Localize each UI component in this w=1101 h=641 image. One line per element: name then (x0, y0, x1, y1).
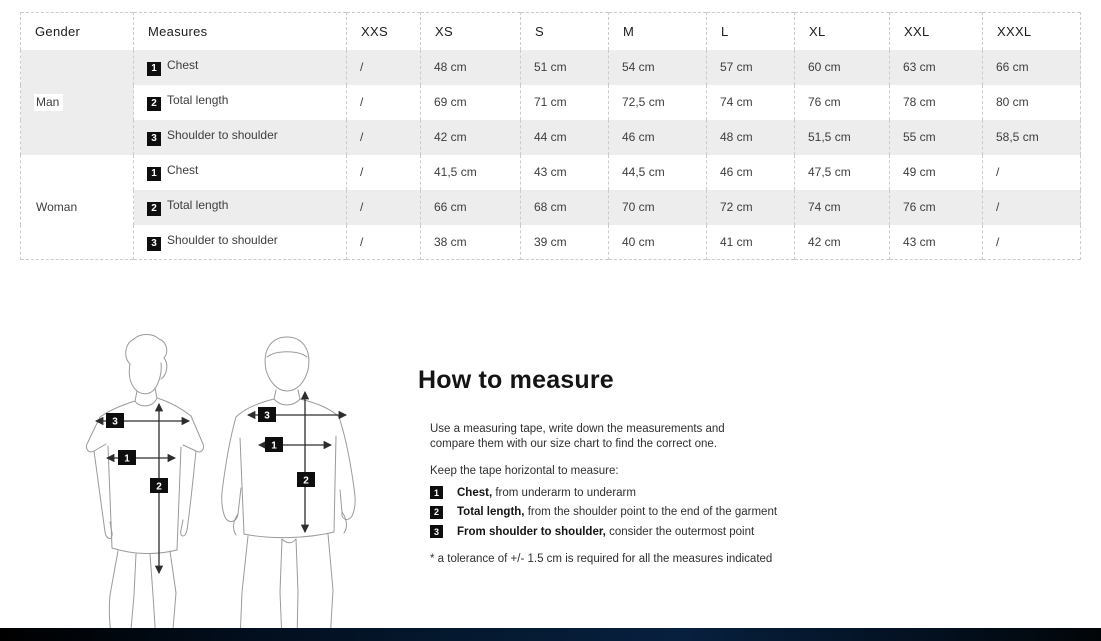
svg-text:1: 1 (271, 440, 277, 452)
bottom-bar (0, 628, 1101, 641)
measurement-figures-illustration (60, 330, 380, 641)
size-value-cell: / (983, 155, 1081, 190)
header-row (21, 13, 1081, 50)
table-row (21, 225, 1081, 260)
size-value-cell: 40 cm (609, 225, 707, 260)
size-value-cell: 66 cm (421, 190, 521, 225)
size-chart-header (21, 13, 1081, 50)
size-value-cell: 41,5 cm (421, 155, 521, 190)
figure-badge-3 (106, 413, 124, 428)
size-value-cell: 44,5 cm (609, 155, 707, 190)
svg-text:2: 2 (303, 475, 309, 487)
size-value-cell: 76 cm (795, 85, 890, 120)
size-value-cell: 71 cm (521, 85, 609, 120)
size-value-cell: 51,5 cm (795, 120, 890, 155)
column-header-gender: Gender (21, 13, 134, 50)
table-row (21, 50, 1081, 85)
size-value-cell: 55 cm (890, 120, 983, 155)
size-value-cell: 44 cm (521, 120, 609, 155)
measure-number-badge: 1 (147, 167, 161, 181)
measure-step-chest (430, 486, 998, 501)
column-header-xl: XL (795, 13, 890, 50)
size-value-cell: / (347, 120, 421, 155)
figure-badge-1 (265, 437, 283, 452)
figure-badge-2 (297, 472, 315, 487)
tape-horizontal-note: Keep the tape horizontal to measure: (430, 465, 619, 477)
column-header-measures: Measures (134, 13, 347, 50)
size-value-cell: 41 cm (707, 225, 795, 260)
size-value-cell: 63 cm (890, 50, 983, 85)
size-chart-body (21, 50, 1081, 260)
size-value-cell: / (983, 225, 1081, 260)
size-value-cell: 42 cm (421, 120, 521, 155)
measure-label: Chest (167, 163, 199, 178)
measure-label: Shoulder to shoulder (167, 233, 278, 247)
measure-number-badge: 2 (147, 202, 161, 216)
column-header-xxl: XXL (890, 13, 983, 50)
size-value-cell: 74 cm (707, 85, 795, 120)
measure-label: Total length (167, 198, 229, 213)
column-header-xxxl: XXXL (983, 13, 1081, 50)
step-text: Total length, from the shoulder point to the end of the garment (457, 506, 778, 518)
step-text: Chest, from underarm to underarm (457, 486, 636, 499)
size-value-cell: 57 cm (707, 50, 795, 85)
measure-step-shoulder (430, 525, 998, 540)
size-value-cell: 51 cm (521, 50, 609, 85)
measure-steps-list (430, 486, 998, 540)
tshirt-figure-drawing (86, 335, 203, 641)
size-value-cell: 66 cm (983, 50, 1081, 85)
measure-number-badge: 2 (147, 97, 161, 111)
gender-label: Man (34, 94, 63, 111)
measure-number-badge: 3 (147, 237, 161, 251)
size-chart-table (20, 12, 1081, 260)
measure-intro-text: Use a measuring tape, write down the measurements and compare them with our size chart to find the correct one. (430, 423, 725, 450)
measure-label: Chest (167, 58, 199, 73)
svg-text:3: 3 (264, 410, 270, 422)
column-header-m: M (609, 13, 707, 50)
size-value-cell: 48 cm (707, 120, 795, 155)
measure-cell (134, 190, 347, 225)
gender-cell-woman (21, 155, 134, 260)
size-value-cell: / (347, 225, 421, 260)
step-number-badge: 3 (430, 525, 443, 538)
size-value-cell: 58,5 cm (983, 120, 1081, 155)
measure-step-total-length (430, 505, 998, 520)
column-header-l: L (707, 13, 795, 50)
size-value-cell: 43 cm (890, 225, 983, 260)
column-header-xxs: XXS (347, 13, 421, 50)
sweatshirt-figure-drawing (222, 337, 355, 641)
size-value-cell: 60 cm (795, 50, 890, 85)
measure-cell (134, 225, 347, 260)
size-value-cell: / (983, 190, 1081, 225)
measure-cell (134, 85, 347, 120)
measure-cell (134, 120, 347, 155)
how-to-measure-section (418, 366, 998, 567)
step-number-badge: 2 (430, 506, 443, 519)
size-value-cell: 39 cm (521, 225, 609, 260)
size-value-cell: 38 cm (421, 225, 521, 260)
size-value-cell: / (347, 50, 421, 85)
column-header-xs: XS (421, 13, 521, 50)
size-value-cell: 48 cm (421, 50, 521, 85)
measure-cell (134, 155, 347, 190)
size-value-cell: 47,5 cm (795, 155, 890, 190)
measure-label: Total length (167, 93, 229, 108)
measure-label: Shoulder to shoulder (167, 128, 278, 143)
size-value-cell: 74 cm (795, 190, 890, 225)
size-value-cell: 69 cm (421, 85, 521, 120)
size-value-cell: 54 cm (609, 50, 707, 85)
table-row (21, 120, 1081, 155)
size-value-cell: 49 cm (890, 155, 983, 190)
table-row (21, 85, 1081, 120)
measure-number-badge: 1 (147, 62, 161, 76)
figure-badge-2 (150, 478, 168, 493)
size-value-cell: 68 cm (521, 190, 609, 225)
tolerance-note: * a tolerance of +/- 1.5 cm is required for all the measures indicated (430, 553, 773, 565)
step-number-badge: 1 (430, 486, 443, 499)
step-text: From shoulder to shoulder, consider the outermost point (457, 525, 755, 538)
gender-cell-man (21, 50, 134, 155)
size-value-cell: 78 cm (890, 85, 983, 120)
table-row (21, 190, 1081, 225)
size-value-cell: 72,5 cm (609, 85, 707, 120)
size-value-cell: 43 cm (521, 155, 609, 190)
svg-text:3: 3 (112, 416, 118, 428)
size-value-cell: / (347, 155, 421, 190)
svg-text:1: 1 (124, 453, 130, 465)
size-value-cell: 76 cm (890, 190, 983, 225)
gender-label: Woman (34, 199, 81, 216)
size-value-cell: 80 cm (983, 85, 1081, 120)
size-value-cell: / (347, 85, 421, 120)
figure-badge-1 (118, 450, 136, 465)
column-header-s: S (521, 13, 609, 50)
measure-number-badge: 3 (147, 132, 161, 146)
svg-text:2: 2 (156, 481, 162, 493)
size-value-cell: 70 cm (609, 190, 707, 225)
how-to-measure-title: How to measure (418, 366, 614, 394)
measure-cell (134, 50, 347, 85)
figure-badge-3 (258, 407, 276, 422)
size-value-cell: / (347, 190, 421, 225)
size-value-cell: 42 cm (795, 225, 890, 260)
size-value-cell: 46 cm (707, 155, 795, 190)
size-value-cell: 46 cm (609, 120, 707, 155)
table-row (21, 155, 1081, 190)
size-value-cell: 72 cm (707, 190, 795, 225)
